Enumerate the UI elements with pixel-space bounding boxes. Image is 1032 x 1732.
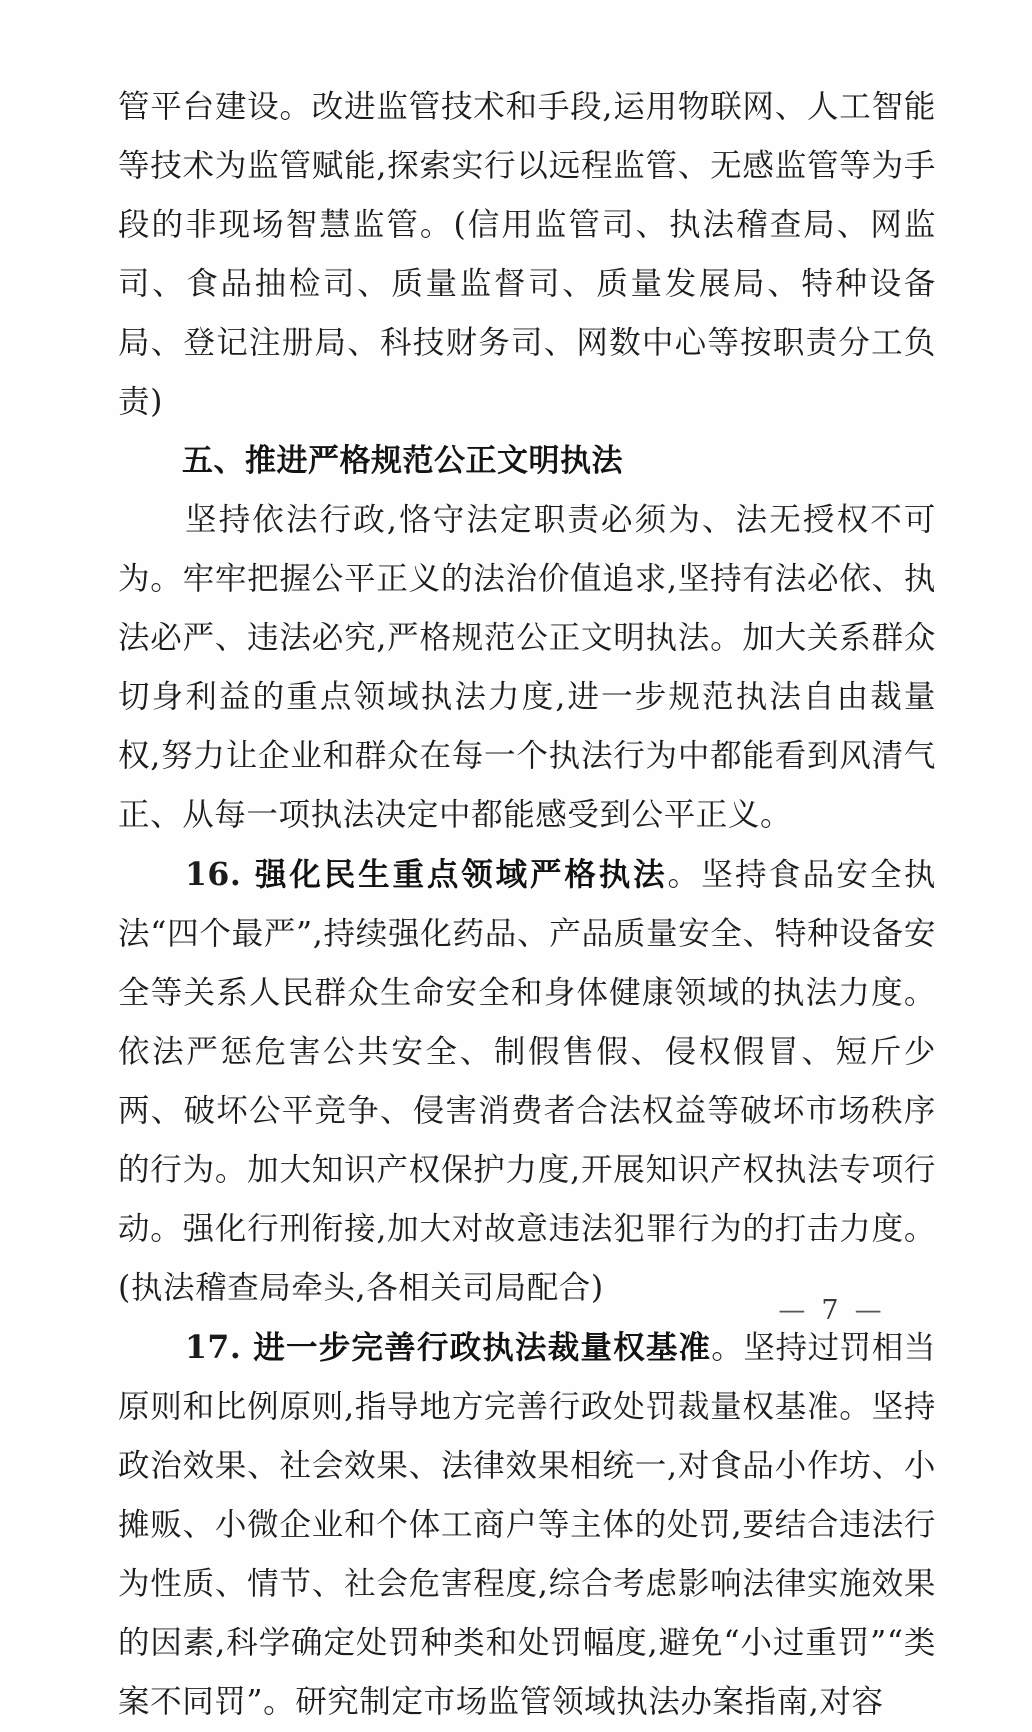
page-footer xyxy=(0,1295,1032,1326)
numbered-item-17 xyxy=(118,1318,936,1732)
page-number: 7 xyxy=(821,1295,841,1326)
page-text-column xyxy=(118,78,936,1732)
section-heading-five: 五、推进严格规范公正文明执法 xyxy=(182,443,623,479)
paragraph-continued: 管平台建设。改进监管技术和手段,运用物联网、人工智能等技术为监管赋能,探索实行以远程监管、无感监管等为手段的非现场智慧监管。(信用监管司、执法稽查局、网监司、食品抽检司、质量监督司、质量发展局、特种设备局、登记注册局、科技财务司、网数中心等按职责分工负责) xyxy=(118,89,936,420)
folio-right-rule: — xyxy=(854,1295,884,1326)
section-intro-paragraph: 坚持依法行政,恪守法定职责必须为、法无授权不可为。牢牢把握公平正义的法治价值追求,坚持有法必依、执法必严、违法必究,严格规范公正文明执法。加大关系群众切身利益的重点领域执法力度,进一步规范执法自由裁量权,努力让企业和群众在每一个执法行为中都能看到风清气正、从每一项执法决定中都能感受到公平正义。 xyxy=(118,502,936,833)
folio-group xyxy=(764,1295,897,1326)
item-17-title: 进一步完善行政执法裁量权基准 xyxy=(253,1329,712,1366)
numbered-item-16 xyxy=(118,845,936,1318)
item-16-title: 强化民生重点领域严格执法 xyxy=(253,856,668,893)
item-16-body: 。坚持食品安全执法“四个最严”,持续强化药品、产品质量安全、特种设备安全等关系人民群众生命安全和身体健康领域的执法力度。依法严惩危害公共安全、制假售假、侵权假冒、短斤少两、破坏公平竞争、侵害消费者合法权益等破坏市场秩序的行为。加大知识产权保护力度,开展知识产权执法专项行动。强化行刑衔接,加大对故意违法犯罪行为的打击力度。(执法稽查局牵头,各相关司局配合) xyxy=(118,857,936,1306)
item-16-number: 16. xyxy=(185,856,242,893)
folio-left-rule: — xyxy=(778,1295,808,1326)
item-17-body: 。坚持过罚相当原则和比例原则,指导地方完善行政处罚裁量权基准。坚持政治效果、社会效果、法律效果相统一,对食品小作坊、小摊贩、小微企业和个体工商户等主体的处罚,要结合违法行为性质、情节、社会危害程度,综合考虑影响法律实施效果的因素,科学确定处罚种类和处罚幅度,避免“小过重罚”“类案不同罚”。研究制定市场监管领域执法办案指南,对容 xyxy=(118,1330,936,1720)
item-17-number: 17. xyxy=(185,1329,242,1366)
